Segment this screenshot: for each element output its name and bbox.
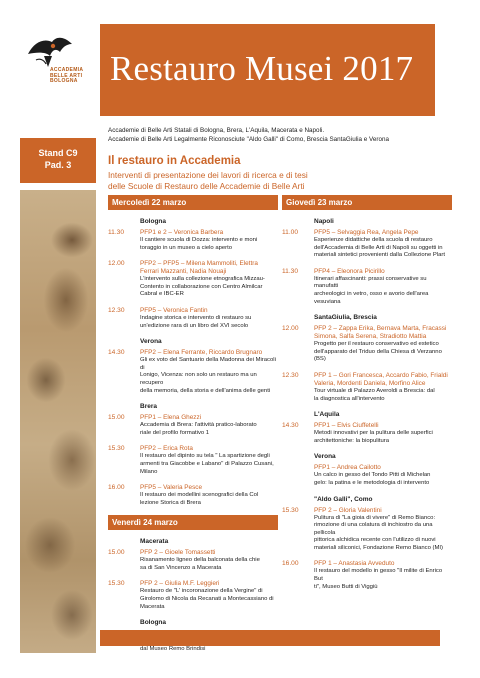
- day-block: [282, 195, 452, 591]
- page-title: Restauro Musei 2017: [110, 49, 414, 88]
- event-speakers: PFP 2 – Zappa Erika, Bernava Marta, Fracassi: [314, 325, 447, 333]
- event-time: 15.30: [108, 580, 125, 588]
- event-description: dell'apparato del Triduo della Chiesa di Verzanno (BS): [314, 348, 442, 363]
- event-item: [282, 507, 452, 553]
- event-description: rimozione di una colatura di inchiostro da una pellicola: [314, 522, 433, 536]
- event-item: [108, 445, 278, 476]
- event-time: 14.30: [108, 349, 125, 357]
- event-speakers: PFP5 – Veronica Fantin: [140, 306, 208, 314]
- event-speakers: PFP2 – Elena Ferrante, Riccardo Brugnaro: [140, 349, 263, 357]
- event-item: [282, 325, 452, 364]
- event-description: Risanamento ligneo della balconata della chie: [140, 557, 260, 564]
- event-time: 15.30: [282, 506, 299, 514]
- event-description: Milano: [140, 468, 158, 475]
- event-time: 15.00: [108, 549, 125, 557]
- event-speakers: PFP1 – Andrea Cailotto: [314, 464, 381, 472]
- event-time: 15.30: [108, 445, 125, 453]
- event-speakers: PFP2 – Erica Rota: [140, 445, 193, 453]
- event-description: Il restauro dei modellini scenografici della Col: [140, 492, 259, 499]
- event-description: Esperienze didattiche della scuola di restauro: [314, 237, 433, 243]
- footer-bar: [100, 630, 440, 646]
- event-time: 16.00: [282, 560, 299, 568]
- event-item: [108, 260, 278, 299]
- event-description: Gli ex voto del Santuario della Madonna dei Miracoli di: [140, 357, 276, 371]
- intro-text: Accademie di Belle Arti Statali di Bologna, Brera, L'Aquila, Macerata e Napoli. Accademie di Belle Arti Legalmente Riconosciute "Aldo Galli" di Como, Brescia SantaGiulia e Verona: [108, 127, 389, 144]
- pavilion-number: Pad. 3: [44, 160, 72, 170]
- event-description: Restauro de "L' incoronazione della Vergine" di: [140, 588, 263, 595]
- event-item: [282, 229, 452, 260]
- event-item: [108, 484, 278, 507]
- event-speakers: PFP2 – PFP5 – Milena Mammoliti, Elettra: [140, 260, 258, 268]
- event-description: Il restauro del modello in gesso "Il milite di Enrico But: [314, 568, 443, 583]
- venue-name: "Aldo Galli", Como: [314, 495, 373, 503]
- event-description: Metodi innovativi per la pulitura delle superfici: [314, 430, 433, 437]
- venue-name: Macerata: [140, 538, 169, 546]
- event-item: [282, 372, 452, 403]
- event-description: toraggio in un museo a cielo aperto: [140, 244, 233, 251]
- event-item: [108, 307, 278, 330]
- stand-badge: [20, 135, 96, 183]
- event-speakers: PFP1 e 2 – Veronica Barbera: [140, 229, 224, 236]
- venue-name: Bologna: [140, 218, 166, 225]
- event-speakers: PFP 2 – Gloria Valentini: [314, 506, 382, 514]
- event-speakers: PFP4 – Eleonora Picirillo: [314, 267, 385, 275]
- venue-name: Verona: [140, 338, 162, 346]
- venue-name: L'Aquila: [314, 411, 340, 419]
- event-time: 11.30: [108, 229, 125, 236]
- event-description: Progetto per il restauro conservativo ed estetico: [314, 341, 439, 348]
- event-description: la diagnostica all'intervento: [314, 395, 385, 402]
- event-description: Il cantiere scuola di Dozza: intervento e moni: [140, 237, 258, 243]
- event-time: 14.30: [282, 422, 299, 430]
- academy-emblem-icon: [26, 34, 74, 68]
- event-item: [108, 349, 278, 395]
- event-item: [108, 549, 278, 572]
- decorative-painting: [20, 190, 96, 653]
- event-description: Tour virtuale di Palazzo Averoldi a Brescia: dal: [314, 387, 435, 394]
- event-item: [282, 464, 452, 487]
- venue-name: SantaGiulia, Brescia: [314, 314, 377, 322]
- event-time: 16.00: [108, 484, 125, 492]
- event-item: [282, 268, 452, 306]
- event-item: [108, 580, 278, 611]
- event-time: 12.30: [108, 306, 125, 314]
- event-time: 12.30: [282, 371, 299, 379]
- event-time: 12.00: [108, 260, 125, 268]
- event-speakers: PFP 1 – Anastasia Avveduto: [314, 560, 395, 568]
- event-description: ti", Museo Butti di Viggiù: [314, 583, 378, 590]
- event-description: Girolomo di Nicola da Recanati a Montecassiano di: [140, 596, 274, 603]
- event-description: della memoria, della storia e dell'anima delle genti: [140, 387, 271, 394]
- event-speakers: PFP 2 – Giulia M.F. Leggieri: [140, 580, 220, 588]
- event-description: Pulitura di "La gioia di vivere" di Remo Bianco:: [314, 514, 436, 521]
- event-speakers: Simona, Salfa Serena, Stradiotto Mattia: [314, 333, 427, 341]
- event-speakers: Valeria, Mordenti Daniela, Morfino Alice: [314, 379, 426, 387]
- event-description: dell'Accademia di Belle Arti di Napoli su oggetti in: [314, 244, 443, 251]
- event-description: Macerata: [140, 603, 165, 610]
- event-description: gelo: la patina e le metodologia di intervento: [314, 479, 430, 486]
- venue-name: Verona: [314, 453, 336, 461]
- stand-number: Stand C9: [38, 148, 78, 158]
- section-subtitle: Interventi di presentazione dei lavori di ricerca e di tesi delle Scuole di Restauro delle Accademie di Belle Arti: [108, 170, 308, 191]
- schedule-column-right: [282, 195, 452, 599]
- event-description: architettoniche: la biopulitura: [314, 437, 389, 444]
- day-header: Giovedì 23 marzo: [282, 195, 452, 210]
- event-speakers: PFP1 – Elvis Ciuffetelli: [314, 422, 379, 430]
- event-description: lezione Storica di Brera: [140, 499, 201, 506]
- event-speakers: PFP 1 – Gori Francesca, Accardo Fabio, Frialdi: [314, 371, 448, 379]
- section-title: Il restauro in Accademia: [108, 155, 241, 167]
- event-time: 11.30: [282, 267, 299, 275]
- event-description: riale del profilo formativo 1: [140, 429, 210, 436]
- academy-logo: [20, 34, 90, 88]
- event-speakers: PFP1 – Elena Ghezzi: [140, 414, 202, 422]
- venue-name: Napoli: [314, 218, 334, 225]
- event-description: L'intervento sulla collezione etnografica Mizzau-: [140, 276, 265, 283]
- event-time: 11.00: [282, 229, 299, 236]
- title-banner: [100, 24, 435, 116]
- event-description: dal Museo Remo Brindisi: [140, 645, 206, 652]
- event-item: [282, 422, 452, 445]
- event-description: armenti tra Giacobbe e Labano" di Palazzo Cusani,: [140, 460, 274, 467]
- event-description: un'edizione rara di un libro del XVI secolo: [140, 322, 249, 329]
- event-description: Accademia di Brera: l'attività pratico-laborato: [140, 422, 257, 429]
- event-item: [108, 229, 278, 252]
- event-description: Cabral e IBC-ER: [140, 291, 184, 298]
- event-description: pittorica alchidica recente con l'utilizzo di nuovi: [314, 537, 436, 544]
- event-time: 12.00: [282, 325, 299, 333]
- event-speakers: PFP 2 – Gioele Tomassetti: [140, 549, 216, 557]
- day-block: [108, 195, 278, 507]
- schedule-column-left: [108, 195, 278, 661]
- event-speakers: PFP5 – Valeria Pesce: [140, 484, 203, 492]
- day-header: Venerdì 24 marzo: [108, 515, 278, 530]
- event-speakers: Ferrari Mazzanti, Nadia Nouaji: [140, 268, 227, 276]
- event-item: [282, 560, 452, 591]
- event-description: sa di San Vincenzo a Macerata: [140, 564, 222, 571]
- logo-text: ACCADEMIA BELLE ARTI BOLOGNA: [50, 67, 84, 85]
- venue-name: Brera: [140, 403, 157, 411]
- event-time: 15.00: [108, 414, 125, 422]
- event-description: materiali siliconici, Fondazione Remo Bianco (MI): [314, 544, 443, 551]
- day-header: Mercoledì 22 marzo: [108, 195, 278, 210]
- event-description: Il restauro del dipinto su tela " La spartizione degli: [140, 453, 270, 460]
- event-description: archeologici in vetro, osso e avorio dell'area: [314, 290, 429, 297]
- event-description: Lonigo, Vicenza: non solo un restauro ma un recupero: [140, 372, 257, 386]
- event-description: materiali sintetici provenienti dalla Collezione Plart: [314, 252, 445, 259]
- event-description: Contento in collaborazione con Centro Almilcar: [140, 283, 263, 290]
- event-speakers: PFP5 – Selvaggia Rea, Angela Pepe: [314, 229, 419, 236]
- venue-name: Bologna: [140, 619, 166, 627]
- event-description: Un calco in gesso del Tondo Pitti di Michelan: [314, 472, 431, 479]
- event-item: [108, 414, 278, 437]
- event-description: vesuviana: [314, 298, 341, 305]
- event-description: Indagine storica e intervento di restauro su: [140, 314, 252, 321]
- event-description: Itinerari affascinanti: prassi conservative su manufatti: [314, 275, 427, 290]
